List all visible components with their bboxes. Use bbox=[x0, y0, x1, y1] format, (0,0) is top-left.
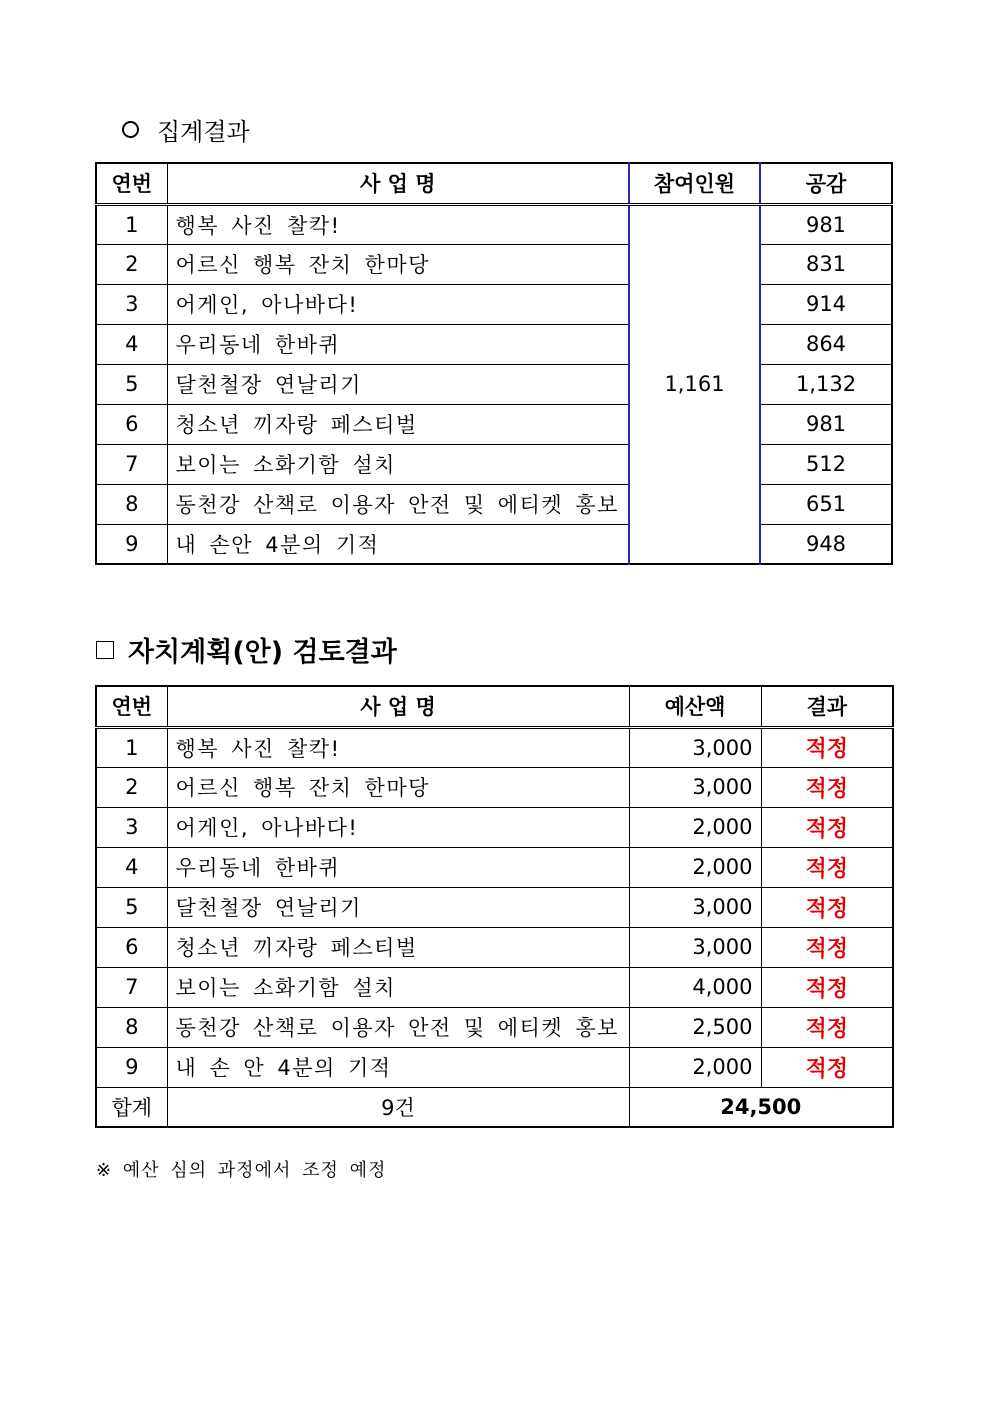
row-budget: 3,000 bbox=[629, 727, 761, 767]
row-no: 2 bbox=[96, 244, 167, 284]
table-row bbox=[96, 444, 892, 484]
row-project-name: 청소년 끼자랑 페스티벌 bbox=[167, 927, 629, 967]
section1-title: 집계결과 bbox=[157, 118, 250, 146]
table-row bbox=[96, 727, 893, 767]
header-no: 연번 bbox=[96, 163, 167, 204]
budget-note: ※ 예산 심의 과정에서 조정 예정 bbox=[96, 1160, 387, 1181]
header-result: 결과 bbox=[761, 686, 893, 727]
row-project-name: 보이는 소화기함 설치 bbox=[167, 967, 629, 1007]
row-result: 적정 bbox=[761, 767, 893, 807]
row-result: 적정 bbox=[761, 887, 893, 927]
row-project-name: 내 손 안 4분의 기적 bbox=[167, 1047, 629, 1087]
row-empathy: 864 bbox=[760, 324, 892, 364]
row-no: 4 bbox=[96, 847, 167, 887]
row-project-name: 어게인, 아나바다! bbox=[167, 807, 629, 847]
row-empathy: 914 bbox=[760, 284, 892, 324]
row-project-name: 달천철장 연날리기 bbox=[167, 887, 629, 927]
header-empathy: 공감 bbox=[760, 163, 892, 204]
row-no: 6 bbox=[96, 927, 167, 967]
row-no: 2 bbox=[96, 767, 167, 807]
row-empathy: 948 bbox=[760, 524, 892, 564]
row-result: 적정 bbox=[761, 1047, 893, 1087]
row-result: 적정 bbox=[761, 727, 893, 767]
table-row bbox=[96, 284, 892, 324]
table-row bbox=[96, 807, 893, 847]
square-bullet-icon bbox=[96, 641, 114, 659]
row-no: 5 bbox=[96, 887, 167, 927]
header-no: 연번 bbox=[96, 686, 167, 727]
participants-total: 1,161 bbox=[629, 204, 760, 564]
row-project-name: 동천강 산책로 이용자 안전 및 에티켓 홍보 bbox=[167, 484, 629, 524]
row-empathy: 651 bbox=[760, 484, 892, 524]
table-row bbox=[96, 324, 892, 364]
section2-heading bbox=[96, 630, 397, 669]
total-count: 9건 bbox=[167, 1087, 629, 1127]
row-no: 3 bbox=[96, 284, 167, 324]
row-no: 1 bbox=[96, 727, 167, 767]
row-project-name: 달천철장 연날리기 bbox=[167, 364, 629, 404]
row-project-name: 행복 사진 찰칵! bbox=[167, 204, 629, 244]
row-no: 9 bbox=[96, 524, 167, 564]
header-name: 사 업 명 bbox=[167, 163, 629, 204]
row-project-name: 동천강 산책로 이용자 안전 및 에티켓 홍보 bbox=[167, 1007, 629, 1047]
circle-bullet-icon bbox=[122, 121, 139, 138]
table-row bbox=[96, 927, 893, 967]
table-header-row bbox=[96, 163, 892, 204]
row-empathy: 1,132 bbox=[760, 364, 892, 404]
section2-title: 자치계획(안) 검토결과 bbox=[128, 637, 397, 668]
row-no: 7 bbox=[96, 967, 167, 1007]
row-budget: 2,000 bbox=[629, 807, 761, 847]
row-no: 6 bbox=[96, 404, 167, 444]
row-empathy: 512 bbox=[760, 444, 892, 484]
table-row bbox=[96, 244, 892, 284]
row-project-name: 우리동네 한바퀴 bbox=[167, 324, 629, 364]
row-no: 5 bbox=[96, 364, 167, 404]
total-budget: 24,500 bbox=[629, 1087, 893, 1127]
row-no: 8 bbox=[96, 484, 167, 524]
row-empathy: 831 bbox=[760, 244, 892, 284]
row-budget: 3,000 bbox=[629, 887, 761, 927]
row-no: 8 bbox=[96, 1007, 167, 1047]
row-budget: 2,000 bbox=[629, 1047, 761, 1087]
row-budget: 4,000 bbox=[629, 967, 761, 1007]
row-no: 7 bbox=[96, 444, 167, 484]
row-result: 적정 bbox=[761, 967, 893, 1007]
table-row bbox=[96, 887, 893, 927]
row-project-name: 어게인, 아나바다! bbox=[167, 284, 629, 324]
tally-results-table bbox=[95, 162, 893, 565]
table-row bbox=[96, 847, 893, 887]
table-row bbox=[96, 524, 892, 564]
table-row bbox=[96, 364, 892, 404]
row-project-name: 청소년 끼자랑 페스티벌 bbox=[167, 404, 629, 444]
row-no: 3 bbox=[96, 807, 167, 847]
row-project-name: 어르신 행복 잔치 한마당 bbox=[167, 244, 629, 284]
row-empathy: 981 bbox=[760, 404, 892, 444]
header-participants: 참여인원 bbox=[629, 163, 760, 204]
row-no: 4 bbox=[96, 324, 167, 364]
total-row bbox=[96, 1087, 893, 1127]
row-project-name: 어르신 행복 잔치 한마당 bbox=[167, 767, 629, 807]
table-row bbox=[96, 404, 892, 444]
table-row bbox=[96, 484, 892, 524]
row-result: 적정 bbox=[761, 1007, 893, 1047]
table-row bbox=[96, 767, 893, 807]
review-results-table bbox=[95, 685, 894, 1128]
table-row bbox=[96, 204, 892, 244]
row-project-name: 행복 사진 찰칵! bbox=[167, 727, 629, 767]
row-budget: 2,500 bbox=[629, 1007, 761, 1047]
row-result: 적정 bbox=[761, 927, 893, 967]
row-budget: 3,000 bbox=[629, 767, 761, 807]
table-row bbox=[96, 1047, 893, 1087]
row-result: 적정 bbox=[761, 847, 893, 887]
table-header-row bbox=[96, 686, 893, 727]
table-row bbox=[96, 1007, 893, 1047]
row-result: 적정 bbox=[761, 807, 893, 847]
row-no: 1 bbox=[96, 204, 167, 244]
row-empathy: 981 bbox=[760, 204, 892, 244]
section1-heading bbox=[122, 112, 250, 147]
row-project-name: 보이는 소화기함 설치 bbox=[167, 444, 629, 484]
row-no: 9 bbox=[96, 1047, 167, 1087]
table-row bbox=[96, 967, 893, 1007]
total-label: 합계 bbox=[96, 1087, 167, 1127]
header-budget: 예산액 bbox=[629, 686, 761, 727]
row-budget: 3,000 bbox=[629, 927, 761, 967]
row-project-name: 내 손안 4분의 기적 bbox=[167, 524, 629, 564]
row-project-name: 우리동네 한바퀴 bbox=[167, 847, 629, 887]
header-name: 사 업 명 bbox=[167, 686, 629, 727]
row-budget: 2,000 bbox=[629, 847, 761, 887]
